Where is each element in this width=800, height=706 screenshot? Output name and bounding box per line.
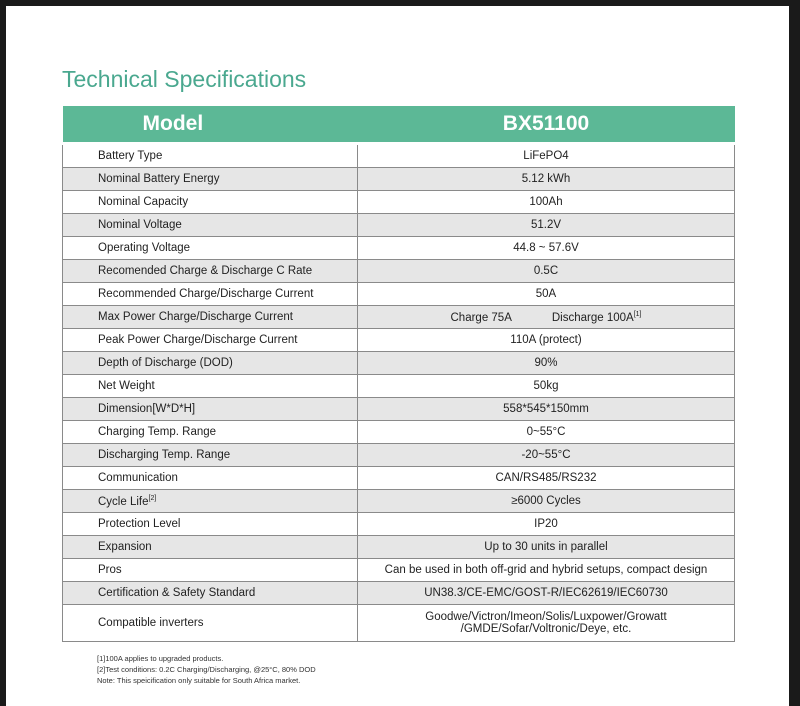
row-label: Nominal Voltage (63, 214, 358, 237)
row-value: 90% (358, 352, 735, 375)
table-header-row (63, 106, 735, 144)
row-value-split (358, 306, 735, 329)
footnote-ref: [1] (633, 310, 642, 318)
row-value: 5.12 kWh (358, 168, 735, 191)
table-row (63, 582, 735, 605)
table-row (63, 536, 735, 559)
spec-table (62, 106, 735, 642)
table-row (63, 260, 735, 283)
row-label: Recommended Charge/Discharge Current (63, 283, 358, 306)
table-row (63, 191, 735, 214)
row-label: Communication (63, 467, 358, 490)
table-row (63, 490, 735, 513)
row-label: Compatible inverters (63, 605, 358, 642)
row-label: Net Weight (63, 375, 358, 398)
table-row (63, 513, 735, 536)
row-label: Depth of Discharge (DOD) (63, 352, 358, 375)
page-title: Technical Specifications (62, 66, 307, 92)
row-label: Max Power Charge/Discharge Current (63, 306, 358, 329)
row-label: Discharging Temp. Range (63, 444, 358, 467)
table-row (63, 398, 735, 421)
row-label: Dimension[W*D*H] (63, 398, 358, 421)
row-label: Pros (63, 559, 358, 582)
row-value: 558*545*150mm (358, 398, 735, 421)
spec-sheet-page (6, 6, 789, 706)
row-value: UN38.3/CE-EMC/GOST-R/IEC62619/IEC60730 (358, 582, 735, 605)
row-value-line: Goodwe/Victron/Imeon/Solis/Luxpower/Growatt (425, 611, 667, 623)
table-row (63, 375, 735, 398)
row-label: Charging Temp. Range (63, 421, 358, 444)
table-row (63, 421, 735, 444)
row-value: -20~55°C (358, 444, 735, 467)
row-label: Nominal Capacity (63, 191, 358, 214)
row-label: Peak Power Charge/Discharge Current (63, 329, 358, 352)
row-value-line: /GMDE/Sofar/Voltronic/Deye, etc. (460, 623, 632, 635)
row-value: 50kg (358, 375, 735, 398)
row-label: Expansion (63, 536, 358, 559)
row-value: 50A (358, 283, 735, 306)
row-label: Battery Type (63, 144, 358, 168)
row-label: Operating Voltage (63, 237, 358, 260)
row-value: CAN/RS485/RS232 (358, 467, 735, 490)
row-value: 0~55°C (358, 421, 735, 444)
footnotes (97, 653, 316, 686)
row-value: 100Ah (358, 191, 735, 214)
table-row (63, 329, 735, 352)
row-label: Certification & Safety Standard (63, 582, 358, 605)
table-row (63, 283, 735, 306)
row-label: Recomended Charge & Discharge C Rate (63, 260, 358, 283)
row-value: Up to 30 units in parallel (358, 536, 735, 559)
footnote: Note: This speicification only suitable for South Africa market. (97, 676, 301, 685)
row-value-multiline (358, 605, 735, 642)
row-value: 110A (protect) (358, 329, 735, 352)
model-header-label: Model (63, 106, 358, 144)
table-row (63, 559, 735, 582)
footnote: [2]Test conditions: 0.2C Charging/Discharging, @25°C, 80% DOD (97, 665, 316, 674)
footnote-ref: [2] (148, 494, 157, 502)
discharge-value: Discharge 100A (551, 311, 634, 324)
table-row (63, 352, 735, 375)
row-value: IP20 (358, 513, 735, 536)
row-value: LiFePO4 (358, 144, 735, 168)
table-row (63, 237, 735, 260)
table-row (63, 605, 735, 642)
row-label: Cycle Life (98, 495, 149, 508)
row-label-with-note (63, 490, 358, 513)
row-value: 51.2V (358, 214, 735, 237)
table-row (63, 144, 735, 168)
table-row (63, 214, 735, 237)
footnote: [1]100A applies to upgraded products. (97, 654, 224, 663)
table-row (63, 168, 735, 191)
row-label: Protection Level (63, 513, 358, 536)
charge-value: Charge 75A (450, 311, 512, 324)
table-row (63, 444, 735, 467)
table-row (63, 306, 735, 329)
table-row (63, 467, 735, 490)
model-header-value: BX51100 (358, 106, 735, 144)
row-value: 44.8 ~ 57.6V (358, 237, 735, 260)
row-label: Nominal Battery Energy (63, 168, 358, 191)
row-value: 0.5C (358, 260, 735, 283)
row-value: Can be used in both off-grid and hybrid setups, compact design (358, 559, 735, 582)
row-value: ≥6000 Cycles (358, 490, 735, 513)
